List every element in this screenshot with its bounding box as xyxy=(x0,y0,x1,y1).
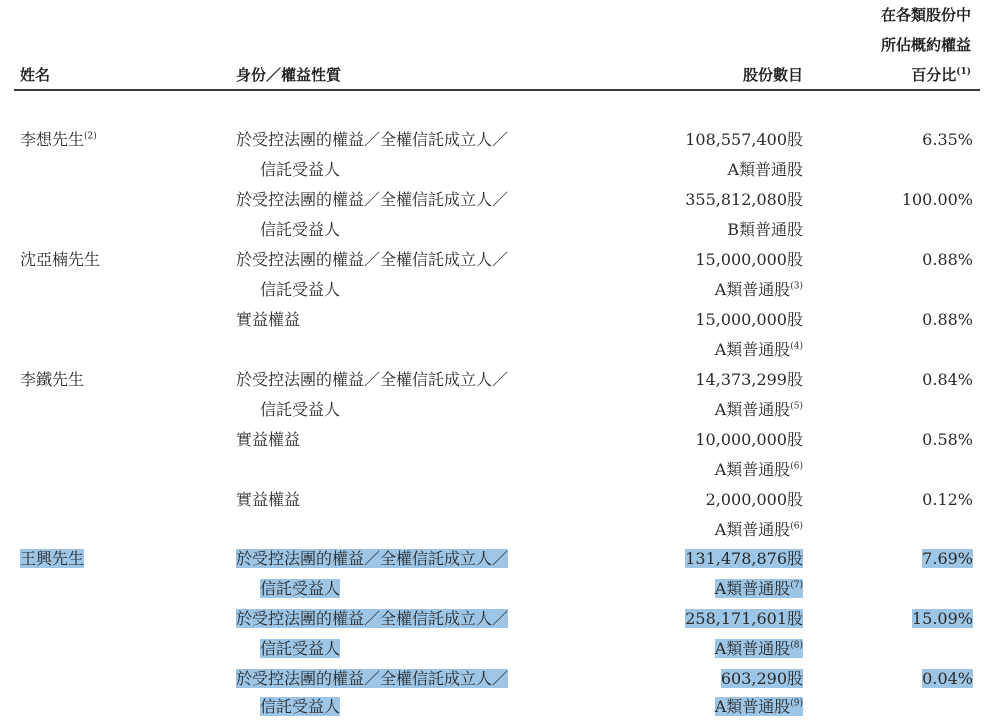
row-percentage: 0.88% xyxy=(922,310,973,329)
selection-highlight[interactable]: 603,290股 xyxy=(720,669,803,688)
selection-highlight[interactable]: A類普通股$^{(9)}$ xyxy=(714,697,803,716)
selection-highlight[interactable]: 7.69% xyxy=(922,549,973,568)
column-header-shares: 股份數目 xyxy=(742,66,803,84)
footnote-marker: (5) xyxy=(790,401,803,412)
selection-highlight[interactable]: 0.04% xyxy=(922,669,973,688)
row-shares: 2,000,000股 xyxy=(705,490,803,509)
row-percentage: 100.00% xyxy=(901,190,973,209)
row-capacity[interactable] xyxy=(236,547,508,571)
row-capacity[interactable] xyxy=(236,667,508,691)
selection-highlight[interactable]: 信託受益人 xyxy=(260,697,341,716)
row-share-class[interactable] xyxy=(715,577,803,601)
selection-highlight[interactable]: A類普通股$^{(7)}$ xyxy=(714,579,803,598)
footnote-marker: (3) xyxy=(790,281,803,292)
row-name[interactable] xyxy=(20,547,84,571)
row-shares: 15,000,000股 xyxy=(695,250,803,269)
row-percentage: 0.12% xyxy=(922,490,973,509)
row-share-class: A類普通股$^{(6)}$ xyxy=(714,520,803,539)
footnote-marker: (1) xyxy=(956,67,971,77)
row-share-class: B類普通股 xyxy=(727,220,803,239)
row-share-class: A類普通股$^{(5)}$ xyxy=(714,400,803,419)
footnote-marker: (7) xyxy=(790,580,803,591)
row-share-class: A類普通股$^{(3)}$ xyxy=(714,280,803,299)
selection-highlight[interactable]: A類普通股$^{(8)}$ xyxy=(714,639,803,658)
row-capacity: 於受控法團的權益／全權信託成立人／ xyxy=(236,370,509,389)
row-share-class: A類普通股$^{(6)}$ xyxy=(714,460,803,479)
row-capacity-cont[interactable] xyxy=(260,637,340,661)
row-share-class: A類普通股 xyxy=(727,160,803,179)
column-header-capacity: 身份／權益性質 xyxy=(236,66,342,84)
selection-highlight[interactable]: 信託受益人 xyxy=(260,579,341,598)
row-shares: 14,373,299股 xyxy=(695,370,803,389)
row-capacity-cont[interactable] xyxy=(260,577,340,601)
footnote-marker: (9) xyxy=(790,698,803,709)
row-name: 李鐵先生 xyxy=(20,370,85,389)
row-name: 李想先生$^{(2)}$ xyxy=(20,130,97,149)
selection-highlight[interactable]: 於受控法團的權益／全權信託成立人／ xyxy=(236,669,509,688)
selection-highlight[interactable]: 258,171,601股 xyxy=(685,609,803,628)
row-shares[interactable] xyxy=(685,607,803,631)
column-header-pct-line1: 在各類股份中 xyxy=(880,6,971,24)
row-capacity: 於受控法團的權益／全權信託成立人／ xyxy=(236,130,509,149)
row-name: 沈亞楠先生 xyxy=(20,250,101,269)
footnote-marker: (6) xyxy=(790,461,803,472)
row-capacity-cont: 信託受益人 xyxy=(260,280,341,299)
row-capacity[interactable] xyxy=(236,607,508,631)
row-capacity: 實益權益 xyxy=(236,490,301,509)
row-percentage[interactable] xyxy=(922,547,973,571)
row-capacity-cont: 信託受益人 xyxy=(260,220,341,239)
row-share-class[interactable] xyxy=(715,695,803,719)
selection-highlight[interactable]: 於受控法團的權益／全權信託成立人／ xyxy=(236,609,509,628)
column-header-pct-line3: 百分比$^{(1)}$ xyxy=(911,66,971,84)
row-capacity-cont: 信託受益人 xyxy=(260,160,341,179)
row-shares[interactable] xyxy=(721,667,803,691)
footnote-marker: (2) xyxy=(84,131,97,142)
row-capacity: 實益權益 xyxy=(236,310,301,329)
footnote-marker: (8) xyxy=(790,640,803,651)
column-header-pct-line2: 所佔概約權益 xyxy=(880,36,971,54)
row-shares: 108,557,400股 xyxy=(685,130,803,149)
row-share-class[interactable] xyxy=(715,637,803,661)
row-percentage: 0.88% xyxy=(922,250,973,269)
row-shares[interactable] xyxy=(685,547,803,571)
row-percentage: 0.58% xyxy=(922,430,973,449)
selection-highlight[interactable]: 王興先生 xyxy=(20,549,85,568)
row-shares: 10,000,000股 xyxy=(695,430,803,449)
footnote-marker: (6) xyxy=(790,521,803,532)
row-capacity: 實益權益 xyxy=(236,430,301,449)
row-percentage: 6.35% xyxy=(922,130,973,149)
selection-highlight[interactable]: 15.09% xyxy=(911,609,973,628)
selection-highlight[interactable]: 131,478,876股 xyxy=(685,549,803,568)
column-header-name: 姓名 xyxy=(20,66,51,84)
header-rule xyxy=(14,89,980,91)
row-capacity: 於受控法團的權益／全權信託成立人／ xyxy=(236,250,509,269)
row-capacity-cont: 信託受益人 xyxy=(260,400,341,419)
row-capacity-cont[interactable] xyxy=(260,695,340,719)
footnote-marker: (4) xyxy=(790,341,803,352)
row-shares: 15,000,000股 xyxy=(695,310,803,329)
selection-highlight[interactable]: 信託受益人 xyxy=(260,639,341,658)
row-capacity: 於受控法團的權益／全權信託成立人／ xyxy=(236,190,509,209)
row-percentage[interactable] xyxy=(912,607,973,631)
row-share-class: A類普通股$^{(4)}$ xyxy=(714,340,803,359)
row-shares: 355,812,080股 xyxy=(685,190,803,209)
selection-highlight[interactable]: 於受控法團的權益／全權信託成立人／ xyxy=(236,549,509,568)
row-percentage[interactable] xyxy=(922,667,973,691)
row-percentage: 0.84% xyxy=(922,370,973,389)
